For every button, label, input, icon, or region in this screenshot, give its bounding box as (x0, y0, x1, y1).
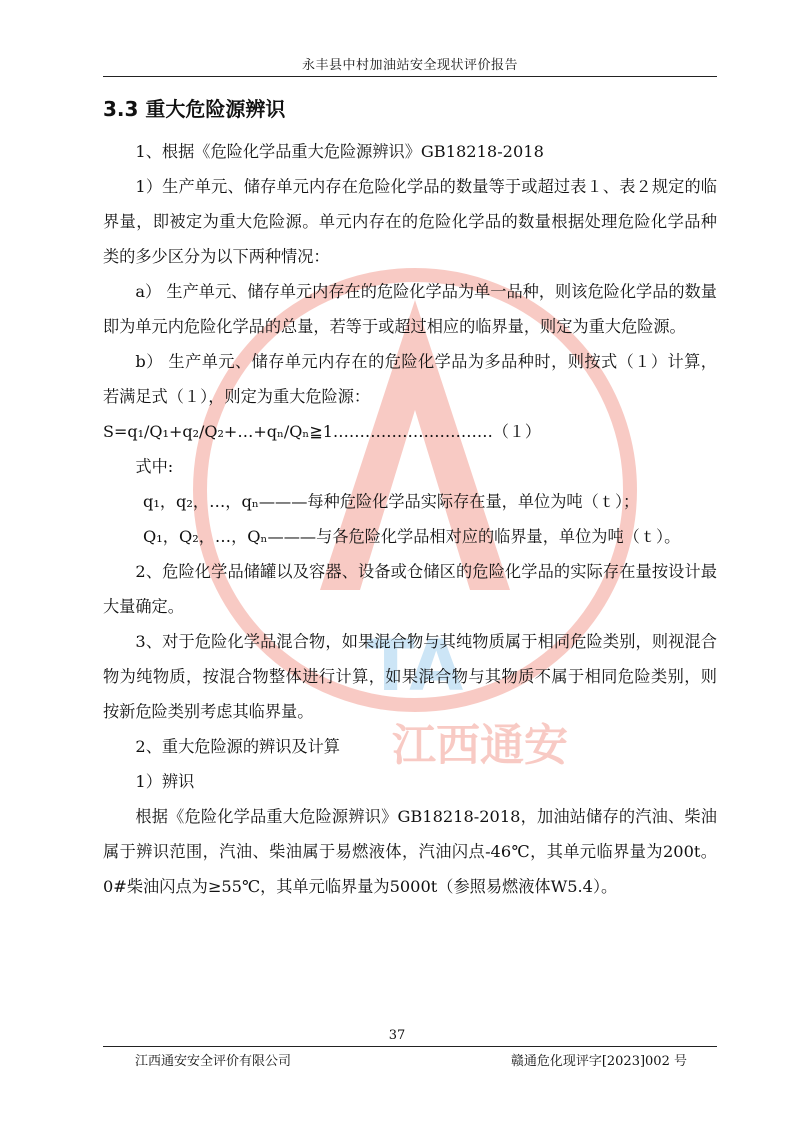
main-content (103, 88, 717, 904)
paragraph-9: 根据《危险化学品重大危险源辨识》GB18218-2018，加油站储存的汽油、柴油属于辨识范围，汽油、柴油属于易燃液体，汽油闪点-46℃，其单元临界量为200t。0#柴油闪点为≥55℃，其单元临界量为5000t（参照易燃液体W5.4）。 (103, 807, 717, 896)
formula-var-Q: Q₁，Q₂，…，Qₙ———与各危险化学品相对应的临界量，单位为吨（ｔ）。 (143, 527, 681, 546)
footer-company: 江西通安安全评价有限公司 (135, 1054, 292, 1069)
paragraph-6: 3、对于危险化学品混合物，如果混合物与其纯物质属于相同危险类别，则视混合物为纯物质，按混合物整体进行计算，如果混合物与其物质不属于相同危险类别，则按新危险类别考虑其临界量。 (103, 632, 717, 721)
formula-where: 式中: (135, 457, 174, 476)
paragraph-4: b） 生产单元、储存单元内存在的危险化学品为多品种时，则按式（１）计算，若满足式（１），则定为重大危险源： (103, 352, 717, 406)
header-divider (103, 76, 717, 77)
paragraph-8: 1）辨识 (135, 772, 195, 791)
paragraph-2: 1）生产单元、储存单元内存在危险化学品的数量等于或超过表１、表２规定的临界量，即被定为重大危险源。单元内存在的危险化学品的数量根据处理危险化学品种类的多少区分为以下两种情况： (103, 177, 717, 266)
section-title: 3.3 重大危险源辨识 (103, 97, 286, 121)
footer-doc-code: 赣通危化现评字[2023]002 号 (510, 1054, 687, 1069)
watermark-sub-text: 江西通安 (392, 720, 568, 771)
page-number: 37 (388, 1028, 406, 1043)
footer-divider (103, 1046, 717, 1047)
paragraph-5: 2、危险化学品储罐以及容器、设备或仓储区的危险化学品的实际存在量按设计最大量确定。 (103, 562, 717, 616)
paragraph-7: 2、重大危险源的辨识及计算 (135, 737, 340, 756)
formula-var-q: q₁，q₂，…，qₙ———每种危险化学品实际存在量，单位为吨（ｔ）； (143, 492, 640, 511)
formula-line: S=q₁/Q₁+q₂/Q₂+…+qₙ/Qₙ≧1…………………………（１） (103, 422, 541, 441)
watermark-logo-text: TA (366, 625, 464, 707)
paragraph-3: a） 生产单元、储存单元内存在的危险化学品为单一品种，则该危险化学品的数量即为单元内危险化学品的总量，若等于或超过相应的临界量，则定为重大危险源。 (103, 282, 717, 336)
paragraph-1: 1、根据《危险化学品重大危险源辨识》GB18218-2018 (135, 142, 544, 161)
page-header: 永丰县中村加油站安全现状评价报告 (301, 58, 518, 73)
